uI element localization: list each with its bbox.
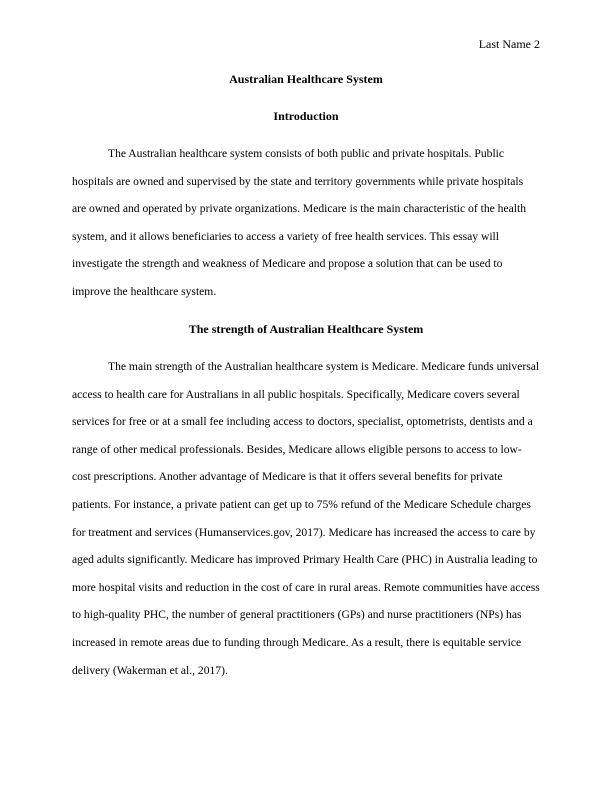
paragraph-strength: The main strength of the Australian healthcare system is Medicare. Medicare funds universal access to health care for Australians in all public hospitals. Specifically, Medicare covers several services for free or at a small fee including access to doctors, specialist, optometrists, dentists and a range of other medical professionals. Besides, Medicare allows eligible persons to access to low-cost prescriptions. Another advantage of Medicare is that it offers several benefits for private patients. For instance, a private patient can get up to 75% refund of the Medicare Schedule charges for treatment and services (Humanservices.gov, 2017). Medicare has increased the access to care by aged adults significantly. Medicare has improved Primary Health Care (PHC) in Australia leading to more hospital visits and reduction in the cost of care in rural areas. Remote communities have access to high-quality PHC, the number of general practitioners (GPs) and nurse practitioners (NPs) has increased in remote areas due to funding through Medicare. As a result, there is equitable service delivery (Wakerman et al., 2017). [72, 360, 540, 677]
section-heading-strength: The strength of Australian Healthcare System [188, 322, 424, 336]
paragraph-introduction: The Australian healthcare system consists of both public and private hospitals. Public hospitals are owned and supervised by the state and territory governments while private hospitals are owned and operated by private organizations. Medicare is the main characteristic of the health system, and it allows beneficiaries to access a variety of free health services. This essay will investigate the strength and weakness of Medicare and propose a solution that can be used to improve the healthcare system. [72, 147, 527, 298]
running-head: Last Name 2 [478, 37, 540, 51]
document-title: Australian Healthcare System [229, 72, 383, 86]
section-heading-introduction: Introduction [273, 109, 339, 123]
